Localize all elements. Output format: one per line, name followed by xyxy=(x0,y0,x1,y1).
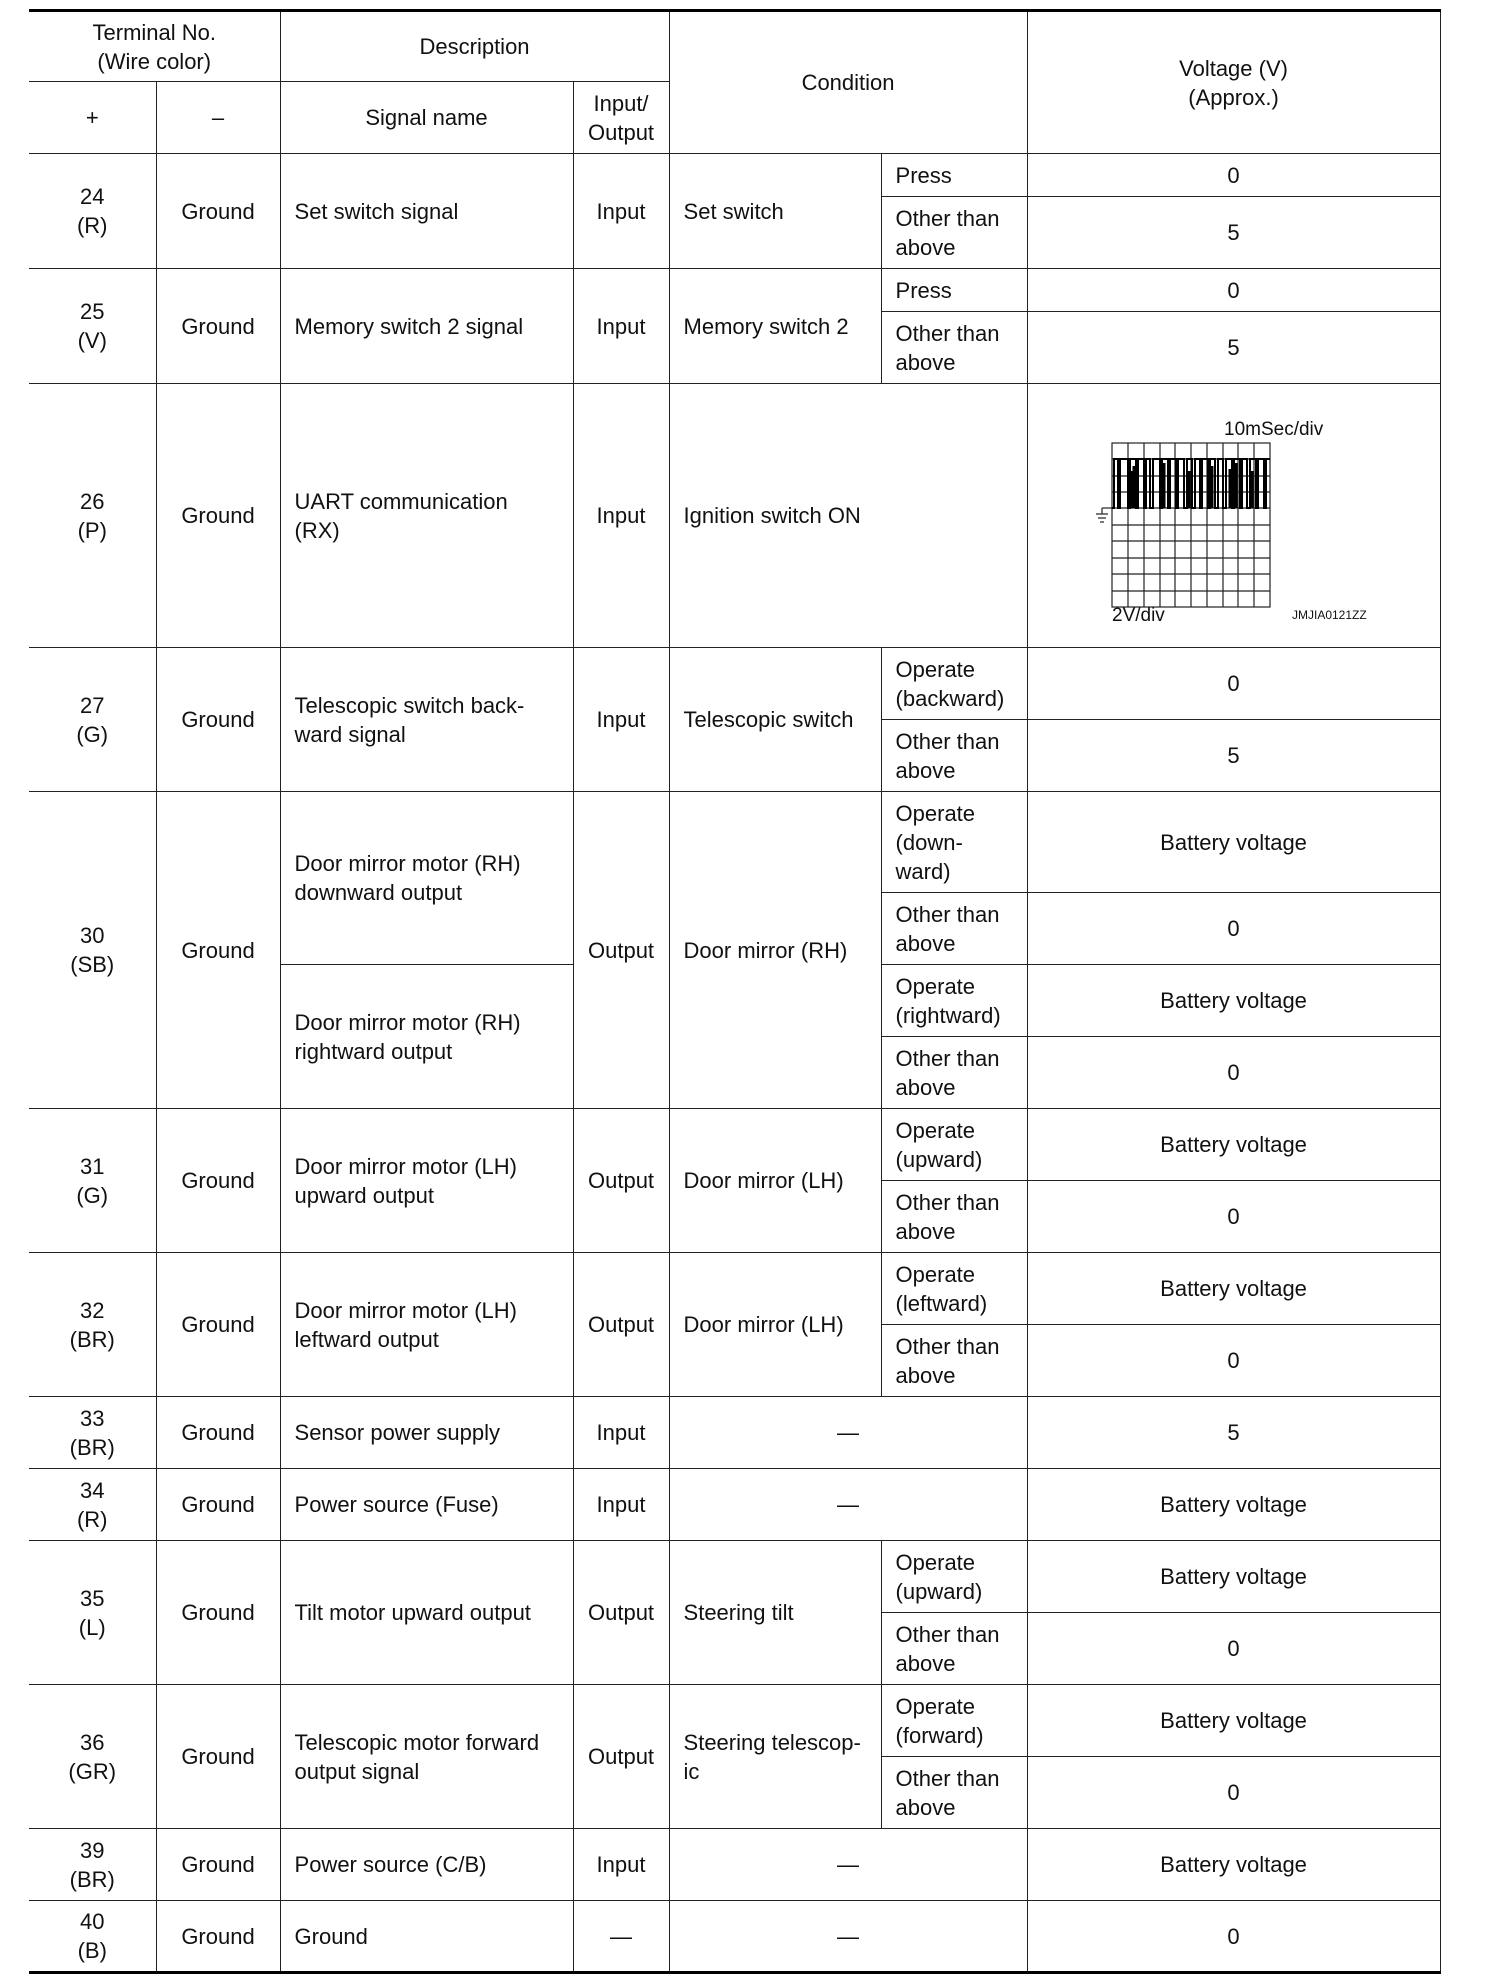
sub-condition-cell: Other than above xyxy=(881,720,1027,792)
condition-cell: — xyxy=(669,1901,1027,1973)
terminal-cell: 25 (V) xyxy=(29,269,156,384)
condition-cell: — xyxy=(669,1397,1027,1469)
ground-cell: Ground xyxy=(156,648,280,792)
signal-name-cell: Set switch signal xyxy=(280,154,573,269)
io-cell: Output xyxy=(573,792,669,1109)
voltage-cell: 0 xyxy=(1027,1325,1440,1397)
voltage-cell: 0 xyxy=(1027,269,1440,312)
ground-cell: Ground xyxy=(156,384,280,648)
sub-condition-cell: Other than above xyxy=(881,1037,1027,1109)
header-input-output: Input/ Output xyxy=(573,82,669,154)
oscilloscope-waveform xyxy=(1084,411,1384,621)
header-row-1 xyxy=(29,11,1440,82)
condition-cell: Set switch xyxy=(669,154,881,269)
terminal-cell: 30 (SB) xyxy=(29,792,156,1109)
terminal-cell: 24 (R) xyxy=(29,154,156,269)
oscilloscope-cell xyxy=(1027,384,1440,648)
io-cell: Output xyxy=(573,1685,669,1829)
sub-condition-cell: Other than above xyxy=(881,1181,1027,1253)
sub-condition-cell: Other than above xyxy=(881,312,1027,384)
voltage-cell: Battery voltage xyxy=(1027,1109,1440,1181)
terminal-cell: 34 (R) xyxy=(29,1469,156,1541)
sub-condition-cell: Other than above xyxy=(881,197,1027,269)
voltage-cell: 5 xyxy=(1027,197,1440,269)
volt-division-label: 2V/div xyxy=(1111,604,1165,621)
table-row xyxy=(29,269,1440,312)
terminal-cell: 39 (BR) xyxy=(29,1829,156,1901)
signal-name-cell: Memory switch 2 signal xyxy=(280,269,573,384)
ground-cell: Ground xyxy=(156,1109,280,1253)
signal-name-cell: Door mirror motor (RH) downward output xyxy=(280,792,573,965)
voltage-cell: Battery voltage xyxy=(1027,1829,1440,1901)
io-cell: Input xyxy=(573,648,669,792)
sub-condition-cell: Operate (upward) xyxy=(881,1109,1027,1181)
io-cell: Output xyxy=(573,1541,669,1685)
voltage-cell: 0 xyxy=(1027,1613,1440,1685)
terminal-cell: 33 (BR) xyxy=(29,1397,156,1469)
table-row xyxy=(29,1541,1440,1613)
signal-name-cell: Telescopic switch back- ward signal xyxy=(280,648,573,792)
sub-condition-cell: Other than above xyxy=(881,1325,1027,1397)
header-description: Description xyxy=(280,11,669,82)
condition-cell: Door mirror (LH) xyxy=(669,1109,881,1253)
terminal-cell: 35 (L) xyxy=(29,1541,156,1685)
table-row xyxy=(29,1469,1440,1541)
table-row xyxy=(29,1253,1440,1325)
terminal-cell: 27 (G) xyxy=(29,648,156,792)
voltage-cell: 0 xyxy=(1027,1181,1440,1253)
table-row xyxy=(29,154,1440,197)
condition-cell: Steering tilt xyxy=(669,1541,881,1685)
terminal-cell: 32 (BR) xyxy=(29,1253,156,1397)
ground-cell: Ground xyxy=(156,154,280,269)
table-row xyxy=(29,384,1440,648)
condition-cell: Door mirror (RH) xyxy=(669,792,881,1109)
voltage-cell: 5 xyxy=(1027,312,1440,384)
header-terminal-no: Terminal No. (Wire color) xyxy=(29,11,280,82)
sub-condition-cell: Press xyxy=(881,154,1027,197)
voltage-cell: Battery voltage xyxy=(1027,1685,1440,1757)
ground-cell: Ground xyxy=(156,1469,280,1541)
voltage-cell: 0 xyxy=(1027,1037,1440,1109)
sub-condition-cell: Other than above xyxy=(881,893,1027,965)
ground-cell: Ground xyxy=(156,1901,280,1973)
terminal-cell: 26 (P) xyxy=(29,384,156,648)
sub-condition-cell: Press xyxy=(881,269,1027,312)
ground-cell: Ground xyxy=(156,1397,280,1469)
table-row xyxy=(29,1685,1440,1757)
waveform-trace xyxy=(1112,459,1270,508)
signal-name-cell: Telescopic motor forward output signal xyxy=(280,1685,573,1829)
ground-cell: Ground xyxy=(156,1253,280,1397)
io-cell: — xyxy=(573,1901,669,1973)
table-row xyxy=(29,1829,1440,1901)
ground-cell: Ground xyxy=(156,1541,280,1685)
voltage-cell: 0 xyxy=(1027,893,1440,965)
signal-name-cell: UART communication (RX) xyxy=(280,384,573,648)
io-cell: Output xyxy=(573,1253,669,1397)
terminal-spec-table-wrapper xyxy=(29,9,1440,1974)
terminal-cell: 31 (G) xyxy=(29,1109,156,1253)
header-voltage: Voltage (V) (Approx.) xyxy=(1027,11,1440,154)
terminal-cell: 36 (GR) xyxy=(29,1685,156,1829)
header-minus: – xyxy=(156,82,280,154)
ground-cell: Ground xyxy=(156,269,280,384)
terminal-spec-table xyxy=(29,9,1441,1974)
sub-condition-cell: Operate (forward) xyxy=(881,1685,1027,1757)
sub-condition-cell: Operate (down- ward) xyxy=(881,792,1027,893)
condition-cell: Door mirror (LH) xyxy=(669,1253,881,1397)
ground-cell: Ground xyxy=(156,1829,280,1901)
io-cell: Output xyxy=(573,1109,669,1253)
io-cell: Input xyxy=(573,1829,669,1901)
table-row xyxy=(29,648,1440,720)
io-cell: Input xyxy=(573,154,669,269)
voltage-cell: Battery voltage xyxy=(1027,1469,1440,1541)
voltage-cell: Battery voltage xyxy=(1027,1253,1440,1325)
voltage-cell: 0 xyxy=(1027,1901,1440,1973)
condition-cell: Telescopic switch xyxy=(669,648,881,792)
voltage-cell: Battery voltage xyxy=(1027,1541,1440,1613)
terminal-cell: 40 (B) xyxy=(29,1901,156,1973)
voltage-cell: 5 xyxy=(1027,1397,1440,1469)
io-cell: Input xyxy=(573,269,669,384)
voltage-cell: 0 xyxy=(1027,1757,1440,1829)
io-cell: Input xyxy=(573,1397,669,1469)
sub-condition-cell: Operate (upward) xyxy=(881,1541,1027,1613)
voltage-cell: Battery voltage xyxy=(1027,965,1440,1037)
signal-name-cell: Power source (Fuse) xyxy=(280,1469,573,1541)
sub-condition-cell: Other than above xyxy=(881,1757,1027,1829)
signal-name-cell: Ground xyxy=(280,1901,573,1973)
io-cell: Input xyxy=(573,384,669,648)
signal-name-cell: Sensor power supply xyxy=(280,1397,573,1469)
voltage-cell: 0 xyxy=(1027,154,1440,197)
io-cell: Input xyxy=(573,1469,669,1541)
table-row xyxy=(29,1109,1440,1181)
ground-cell: Ground xyxy=(156,792,280,1109)
signal-name-cell: Door mirror motor (LH) upward output xyxy=(280,1109,573,1253)
signal-name-cell: Door mirror motor (RH) rightward output xyxy=(280,965,573,1109)
table-row xyxy=(29,1901,1440,1973)
condition-cell: Steering telescop- ic xyxy=(669,1685,881,1829)
signal-name-cell: Power source (C/B) xyxy=(280,1829,573,1901)
sub-condition-cell: Other than above xyxy=(881,1613,1027,1685)
signal-name-cell: Door mirror motor (LH) leftward output xyxy=(280,1253,573,1397)
ground-cell: Ground xyxy=(156,1685,280,1829)
voltage-cell: 0 xyxy=(1027,648,1440,720)
voltage-cell: Battery voltage xyxy=(1027,792,1440,893)
table-row xyxy=(29,792,1440,893)
header-signal-name: Signal name xyxy=(280,82,573,154)
sub-condition-cell: Operate (leftward) xyxy=(881,1253,1027,1325)
figure-id-label: JMJIA0121ZZ xyxy=(1291,607,1367,621)
ground-symbol xyxy=(1096,508,1112,522)
header-plus: + xyxy=(29,82,156,154)
signal-name-cell: Tilt motor upward output xyxy=(280,1541,573,1685)
sub-condition-cell: Operate (backward) xyxy=(881,648,1027,720)
condition-cell: Ignition switch ON xyxy=(669,384,1027,648)
condition-cell: — xyxy=(669,1829,1027,1901)
sub-condition-cell: Operate (rightward) xyxy=(881,965,1027,1037)
table-row xyxy=(29,1397,1440,1469)
voltage-cell: 5 xyxy=(1027,720,1440,792)
condition-cell: — xyxy=(669,1469,1027,1541)
header-condition: Condition xyxy=(669,11,1027,154)
time-division-label: 10mSec/div xyxy=(1223,418,1323,440)
condition-cell: Memory switch 2 xyxy=(669,269,881,384)
